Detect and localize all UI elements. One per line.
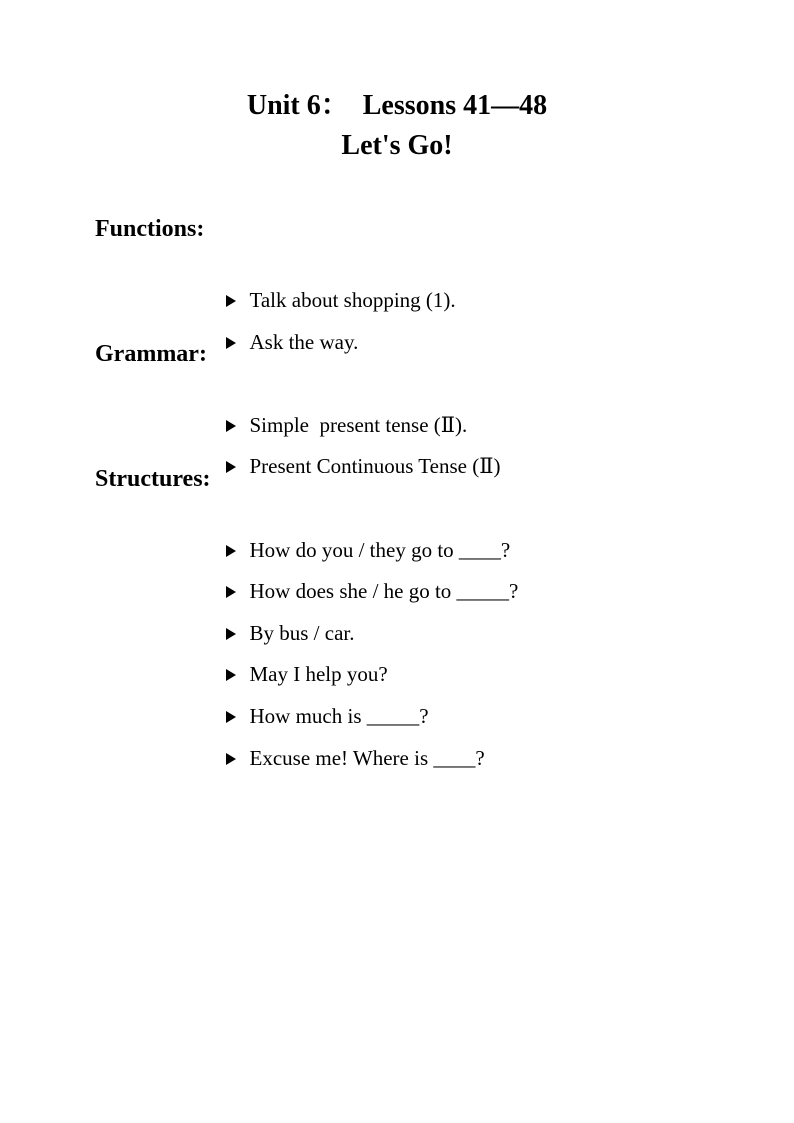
list-item-text: Ask the way.: [249, 330, 359, 354]
list-item: [215, 716, 485, 770]
list-item: [215, 549, 519, 603]
list-item: [215, 424, 501, 478]
heading-grammar: Grammar:: [95, 341, 207, 367]
list-item-text: How much is _____?: [249, 704, 429, 728]
triangle-right-icon: [226, 328, 250, 356]
list-item-text: Present Continuous Tense (Ⅱ): [249, 454, 501, 478]
list-item-text: How does she / he go to _____?: [249, 579, 519, 603]
heading-functions: Functions:: [95, 216, 205, 242]
list-item-text: Talk about shopping (1).: [249, 288, 456, 312]
page-title: Unit 6： Lessons 41—48: [246, 90, 548, 121]
triangle-right-icon: [226, 744, 250, 772]
list-item: [215, 674, 429, 728]
list-item: [215, 300, 359, 354]
list-item-text: May I help you?: [249, 662, 388, 686]
list-item: [215, 258, 456, 312]
title-block: [0, 86, 794, 166]
page-subtitle: Let's Go!: [341, 130, 453, 161]
list-item-text: Excuse me! Where is ____?: [249, 746, 485, 770]
list-item: [215, 383, 468, 437]
list-item: [215, 508, 511, 562]
list-item-text: How do you / they go to ____?: [249, 538, 511, 562]
list-item-text: Simple present tense (Ⅱ).: [249, 413, 468, 437]
list-item-text: By bus / car.: [249, 621, 355, 645]
triangle-right-icon: [226, 452, 250, 480]
list-item: [215, 632, 388, 686]
list-item: [215, 591, 355, 645]
heading-structures: Structures:: [95, 466, 211, 492]
